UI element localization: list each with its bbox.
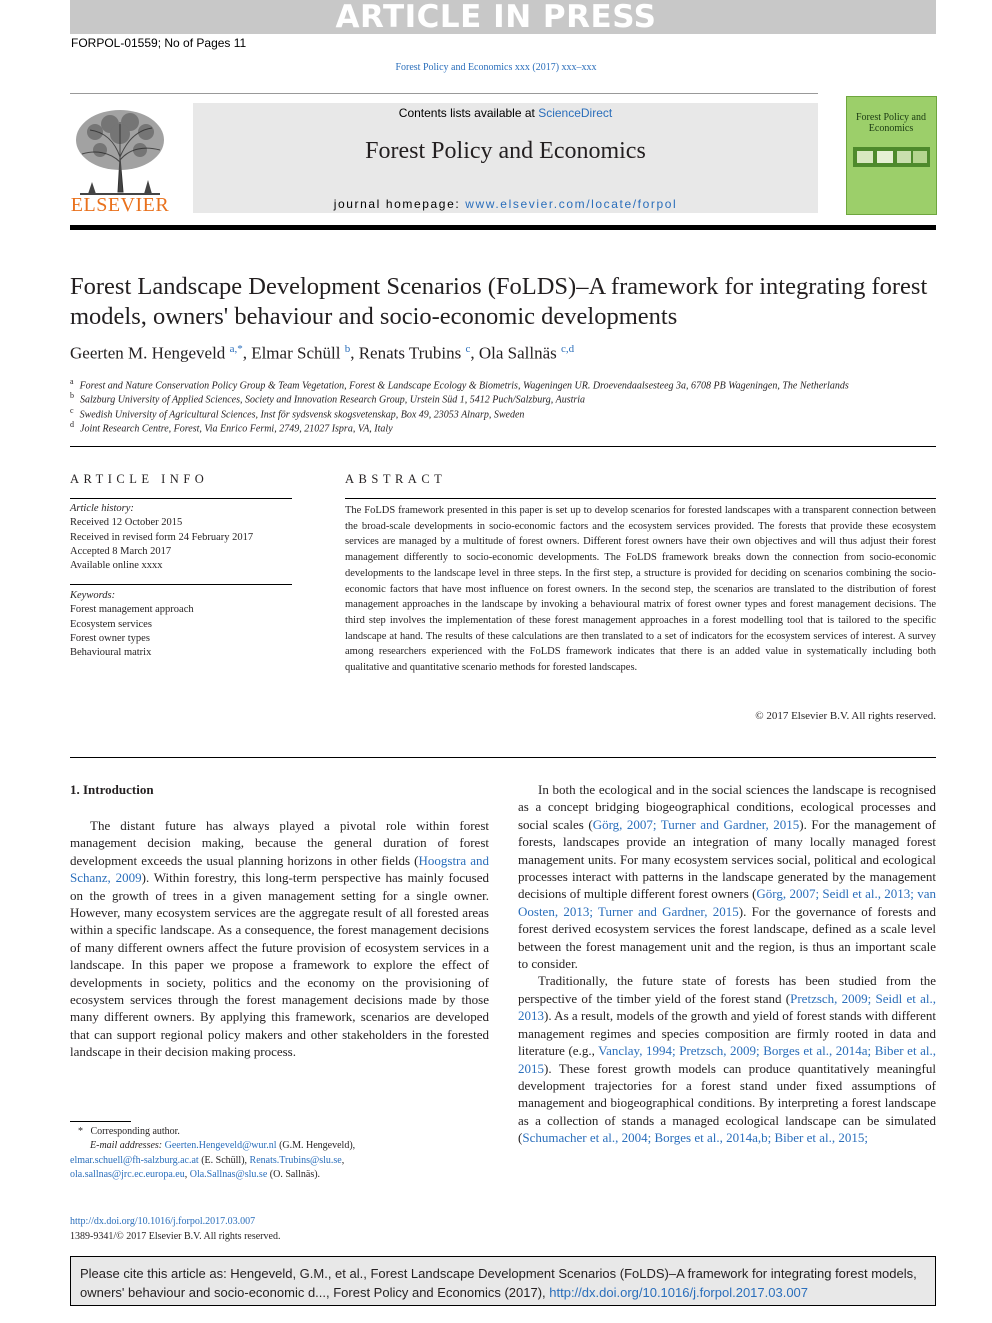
doi-link[interactable]: http://dx.doi.org/10.1016/j.forpol.2017.03.007 (70, 1216, 256, 1227)
body-column-right (518, 781, 936, 1147)
corresponding-note (70, 1125, 489, 1139)
homepage-prefix: journal homepage: (333, 197, 466, 211)
text-run: ). Within forestry, this long-term perspective has mainly focused on the growth of trees in a given management setting for a single owner. However, many ecosystem services are the aggregate result of all forested areas within a specific landscape. As a consequence, the forest management decisions of many different owners affect the future provision of ecosystem services in a landscape. In this paper we propose a framework to explore the effect of developments in society, politics and the economy on the provisioning of ecosystem services through the forest management decisions made by those many different owners. By applying this framework, scenarios are developed that can support regional policy makers and other stakeholders in the forested landscape in their decision making process. (70, 870, 489, 1060)
text-run: ). For the governance of forests and forest derived ecosystem services the forest landscape, defined as a scale level between the forest management unit and the region, is thus an important scale to consider. (518, 903, 936, 972)
email-owner: , (341, 1154, 345, 1166)
author-3: Renats Trubins (358, 343, 462, 363)
sciencedirect-link[interactable]: ScienceDirect (538, 106, 613, 120)
article-in-press-text: ARTICLE IN PRESS (335, 0, 657, 35)
footnotes (70, 1125, 489, 1183)
citation-text (80, 1264, 928, 1302)
text-run: ). For the management of forests, landscapes provide an integration of many locally managed forest management units. For many ecosystem services social, political and ecological processes interact with patterns in the landscape generated by the management decisions of multiple different forest owners ( (518, 816, 937, 902)
citation-link[interactable]: Hoogstra and Schanz, 2009 (70, 852, 489, 886)
text-run: Traditionally, the future state of forests has been studied from the perspective of the timber yield of the forest stand ( (518, 973, 936, 1006)
affiliation-text: Salzburg University of Applied Sciences, Society and Innovation Research Group, Urstein Süd 1, 5412 Puch/Salzburg, Austria (80, 394, 586, 406)
contents-prefix: Contents lists available at (398, 106, 539, 120)
intro-paragraph-2 (518, 781, 936, 972)
abstract-end-rule (70, 757, 936, 758)
email-owner: (O. Sallnäs). (267, 1169, 321, 1181)
header-thick-rule (70, 225, 936, 230)
author-1-affiliation[interactable]: a,* (229, 343, 243, 355)
citation-doi-link[interactable]: http://dx.doi.org/10.1016/j.forpol.2017.03.007 (549, 1285, 809, 1300)
affiliation-key: b (70, 391, 74, 400)
keyword-item: Forest owner types (70, 633, 150, 644)
affiliation-c (70, 406, 524, 420)
email-block (70, 1139, 489, 1182)
affiliation-key: c (70, 406, 74, 415)
affiliation-b (70, 391, 585, 405)
abstract-text: The FoLDS framework presented in this paper is set up to develop scenarios for forested landscapes with a transparent connection between the broad-scale developments in socio-economic factors and the ecosystem services provided. The forests that provide these ecosystem services are managed by a multitude of forest owners. Different forest owners have their own objectives and will thus adjust their forest management differently to socio-economic developments. The FoLDS framework breaks down the connection from socio-economic developments to the landscape level in three steps. In the first step, a structure is provided for deciding on scenarios combining the socio-economic factors that have most influence on forest owners. In the second step, the scenarios are translated to the distribution of forest management approaches in the landscape by invoking a behavioural matrix of forest owner types and forest management decisions. The third step involves the implementation of these forest management approaches in a forest modelling tool that is tailored to the specific landscape at hand. The results of these calculations are then translated to a set of indicators for the ecosystem services of interest. A survey among researchers experienced with the FoLDS framework indicates that there is an added value in systematically including both qualitative and quantitative scenario methods for forested landscapes. (345, 505, 936, 674)
email-owner: (G.M. Hengeveld), (276, 1140, 356, 1152)
contents-line (193, 106, 818, 120)
email-label: E-mail addresses: (90, 1140, 165, 1152)
intro-paragraph-1 (70, 817, 489, 1061)
affiliation-text: Forest and Nature Conservation Policy Group & Team Vegetation, Forest & Landscape Ecology & Biometris, Wageningen UR. Droevendaalsesteeg 3a, 6708 PB Wageningen, The Netherlands (79, 380, 849, 392)
article-title: Forest Landscape Development Scenarios (FoLDS)–A framework for integrating forest models, owners' behaviour and socio-economic developments (70, 273, 928, 330)
affiliation-d (70, 420, 393, 434)
keyword-item: Behavioural matrix (70, 647, 152, 658)
introduction-heading: 1. Introduction (70, 782, 154, 797)
author-sep: , (470, 343, 479, 363)
article-info-heading: ARTICLE INFO (70, 472, 209, 486)
citation-link[interactable]: Schumacher et al., 2004; Borges et al., 2014a,b; Biber et al., 2015; (522, 1130, 868, 1146)
history-received: Received 12 October 2015 (70, 517, 183, 528)
journal-homepage (193, 197, 818, 211)
history-label: Article history: (70, 503, 134, 514)
history-revised: Received in revised form 24 February 2017 (70, 532, 254, 543)
email-owner: , (184, 1169, 190, 1181)
top-rule (70, 93, 818, 94)
citation-link[interactable]: Vanclay, 1994; Pretzsch, 2009; Borges et al., 2014a; Biber et al., 2015 (518, 1043, 936, 1076)
affiliation-key: a (70, 377, 74, 386)
author-sep: , (242, 343, 252, 363)
author-2-affiliation[interactable]: b (344, 343, 351, 355)
email-link[interactable]: elmar.schuell@fh-salzburg.ac.at (70, 1154, 199, 1166)
email-owner: (E. Schüll), (198, 1154, 250, 1166)
citation-body: Please cite this article as: Hengeveld, G.M., et al., Forest Landscape Development Scenarios (FoLDS)–A framework for integrating forest models, owners' behaviour and socio-economic d..., Forest Policy and Economics (2017), (80, 1266, 917, 1300)
intro-paragraph-3 (518, 972, 936, 1146)
email-link[interactable]: Geerten.Hengeveld@wur.nl (164, 1140, 277, 1152)
citation-link[interactable]: Görg, 2007; Seidl et al., 2013; van Oosten, 2013; Turner and Gardner, 2015 (518, 886, 936, 919)
homepage-link[interactable]: www.elsevier.com/locate/forpol (465, 197, 678, 211)
footnote-rule (70, 1121, 131, 1122)
affiliation-key: d (70, 420, 74, 429)
article-info-rule (70, 498, 292, 499)
body-column-left (70, 817, 489, 1061)
author-4-affiliation[interactable]: c,d (560, 343, 575, 355)
text-run: The distant future has always played a pivotal role within forest management decision making, because the general duration of forest development exceeds the usual planning horizons in other fields ( (70, 818, 489, 868)
text-run: In both the ecological and in the social sciences the landscape is recognised as a concept bridging biogeographical conditions, ecological processes and social scales ( (518, 782, 936, 832)
history-accepted: Accepted 8 March 2017 (70, 546, 172, 557)
issn-line: 1389-9341/© 2017 Elsevier B.V. All rights reserved. (70, 1230, 281, 1242)
asterisk-marker: * (78, 1126, 91, 1137)
doi-block (70, 1215, 280, 1244)
journal-title: Forest Policy and Economics (365, 138, 646, 164)
elsevier-wordmark: ELSEVIER (70, 194, 170, 216)
abstract-copyright: © 2017 Elsevier B.V. All rights reserved. (755, 710, 936, 722)
affiliation-rule (70, 446, 936, 447)
author-4: Ola Sallnäs (478, 343, 557, 363)
citation-link[interactable]: Pretzsch, 2009; Seidl et al., 2013 (518, 990, 936, 1024)
abstract-rule (345, 498, 936, 499)
affiliation-text: Joint Research Centre, Forest, Via Enrico Fermi, 2749, 21027 Ispra, VA, Italy (80, 423, 393, 435)
email-link[interactable]: Renats.Trubins@slu.se (249, 1154, 342, 1166)
author-list (70, 343, 574, 364)
journal-reference[interactable]: Forest Policy and Economics xxx (2017) xxx–xxx (395, 62, 597, 73)
keywords-rule (70, 584, 292, 585)
author-1: Geerten M. Hengeveld (70, 343, 226, 363)
text-run: ). As a result, models of the growth and yield of forest stands with different management regimes and species composition are firmly rooted in data and literature (e.g., (518, 1008, 936, 1059)
citation-link[interactable]: Görg, 2007; Turner and Gardner, 2015 (592, 816, 800, 832)
author-3-affiliation[interactable]: c (465, 343, 471, 355)
corresponding-author-text: Corresponding author. (90, 1126, 180, 1137)
keyword-item: Ecosystem services (70, 619, 152, 630)
keyword-item: Forest management approach (70, 604, 194, 615)
abstract-heading: ABSTRACT (345, 472, 447, 486)
document-id: FORPOL-01559; No of Pages 11 (71, 36, 247, 50)
affiliation-text: Swedish University of Agricultural Sciences, Inst för sydsvensk skogsvetenskap, Box 49, 23053 Alnarp, Sweden (79, 409, 525, 421)
cover-title: Forest Policy and Economics (856, 112, 926, 134)
email-link[interactable]: Ola.Sallnas@slu.se (189, 1169, 268, 1181)
affiliation-a (70, 377, 849, 391)
author-sep: , (350, 343, 359, 363)
keywords-label: Keywords: (70, 590, 116, 601)
text-run: ). These forest growth models can produce quantitatively meaningful development trajectories for a forest stand under fixed assumptions of management and biogeographical conditions. By interpreting a forest landscape as a collection of stands a managed ecological landscape can be simulated ( (518, 1060, 936, 1146)
history-online: Available online xxxx (70, 560, 163, 571)
email-link[interactable]: ola.sallnas@jrc.ec.europa.eu (70, 1169, 185, 1181)
author-2: Elmar Schüll (251, 343, 341, 363)
